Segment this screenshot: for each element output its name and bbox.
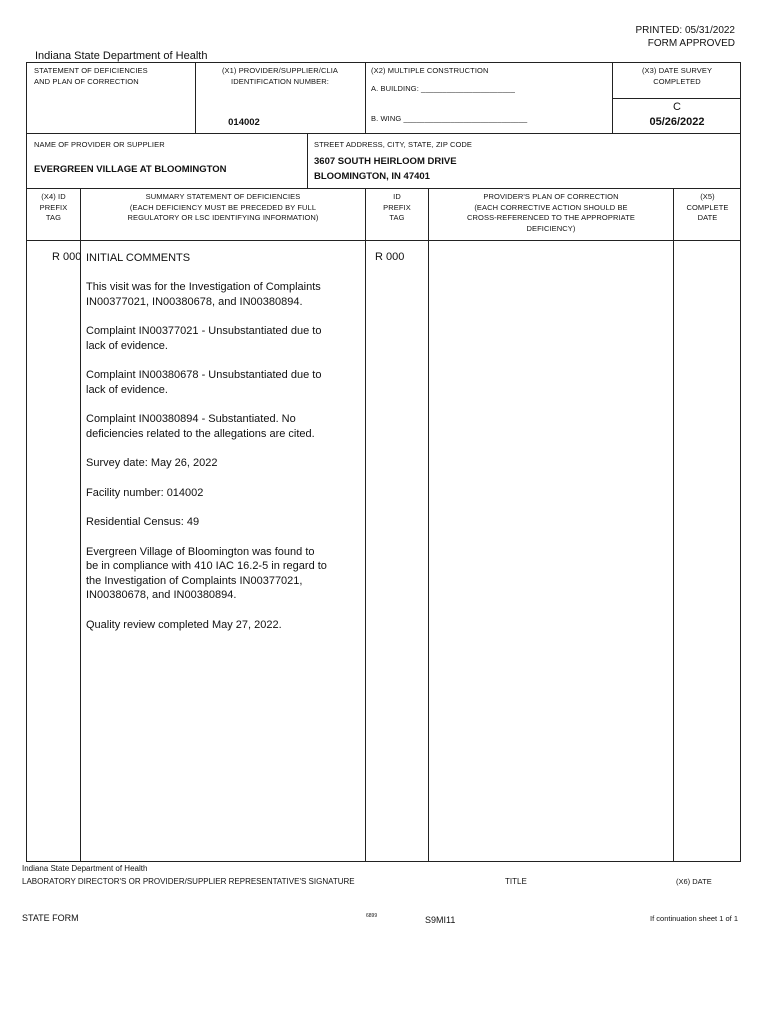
column-plan-of-correction: PROVIDER'S PLAN OF CORRECTION (EACH CORRECTIVE ACTION SHOULD BE CROSS-REFERENCED TO THE APPROPRIATE DEFICIENCY) — [467, 192, 635, 233]
row-tag-left: R 000 — [52, 251, 82, 263]
form-approved-label: FORM APPROVED — [647, 38, 735, 49]
x1-provider-number: 014002 — [228, 117, 260, 128]
summary-paragraph: Complaint IN00380678 - Unsubstantiated due to lack of evidence. — [86, 369, 322, 396]
continuation-sheet: If continuation sheet 1 of 1 — [650, 914, 738, 923]
x2-label: (X2) MULTIPLE CONSTRUCTION — [371, 66, 489, 75]
x2-building: A. BUILDING: ______________________ — [371, 84, 516, 93]
address-street: 3607 SOUTH HEIRLOOM DRIVE — [314, 156, 457, 167]
x3-label: (X3) DATE SURVEY COMPLETED — [641, 66, 713, 86]
agency-name: Indiana State Department of Health — [35, 50, 208, 62]
provider-name: EVERGREEN VILLAGE AT BLOOMINGTON — [34, 164, 227, 175]
event-id: S9MI11 — [425, 915, 456, 925]
provider-name-label: NAME OF PROVIDER OR SUPPLIER — [34, 140, 165, 149]
summary-paragraph: Facility number: 014002 — [86, 486, 204, 499]
x3-completion-code: C — [673, 101, 681, 113]
summary-paragraph: Complaint IN00380894 - Substantiated. No deficiencies related to the allegations are cited. — [86, 413, 315, 440]
state-form-label: STATE FORM — [22, 913, 79, 923]
summary-paragraph: Quality review completed May 27, 2022. — [86, 618, 282, 631]
column-id-prefix: ID PREFIX TAG — [383, 192, 411, 222]
initial-comments-heading: INITIAL COMMENTS — [86, 252, 191, 264]
summary-paragraph: Evergreen Village of Bloomington was found to be in compliance with 410 IAC 16.2-5 in regard to the Investigation of Complaints IN00377021, IN00380678, and IN00380894. — [86, 545, 327, 602]
summary-statement-body — [86, 251, 362, 647]
summary-paragraph: Complaint IN00377021 - Unsubstantiated due to lack of evidence. — [86, 325, 322, 352]
x3-survey-date: 05/26/2022 — [649, 116, 705, 128]
summary-paragraph: Survey date: May 26, 2022 — [86, 457, 218, 470]
address-label: STREET ADDRESS, CITY, STATE, ZIP CODE — [314, 140, 473, 149]
printed-date: PRINTED: 05/31/2022 — [635, 25, 735, 36]
address-city: BLOOMINGTON, IN 47401 — [314, 171, 430, 182]
summary-paragraph: Residential Census: 49 — [86, 516, 200, 529]
title-label: TITLE — [505, 877, 527, 886]
statement-label: STATEMENT OF DEFICIENCIES AND PLAN OF CORRECTION — [34, 66, 148, 86]
column-x4-id-prefix: (X4) ID PREFIX TAG — [39, 192, 68, 222]
x6-date-label: (X6) DATE — [676, 877, 712, 886]
x2-wing: B. WING _____________________________ — [371, 114, 528, 123]
row-tag-right: R 000 — [375, 251, 405, 263]
signature-label: LABORATORY DIRECTOR'S OR PROVIDER/SUPPLIER REPRESENTATIVE'S SIGNATURE — [22, 877, 355, 886]
summary-paragraph: This visit was for the Investigation of Complaints IN00377021, IN00380678, and IN00380894. — [86, 281, 321, 308]
form-code: 6899 — [366, 913, 378, 919]
column-x5-complete-date: (X5) COMPLETE DATE — [686, 192, 729, 222]
column-summary-statement: SUMMARY STATEMENT OF DEFICIENCIES (EACH DEFICIENCY MUST BE PRECEDED BY FULL REGULATORY OR LSC IDENTIFYING INFORMATION) — [127, 192, 319, 222]
x1-label: (X1) PROVIDER/SUPPLIER/CLIA IDENTIFICATION NUMBER: — [221, 66, 339, 86]
footer-agency: Indiana State Department of Health — [22, 864, 148, 873]
